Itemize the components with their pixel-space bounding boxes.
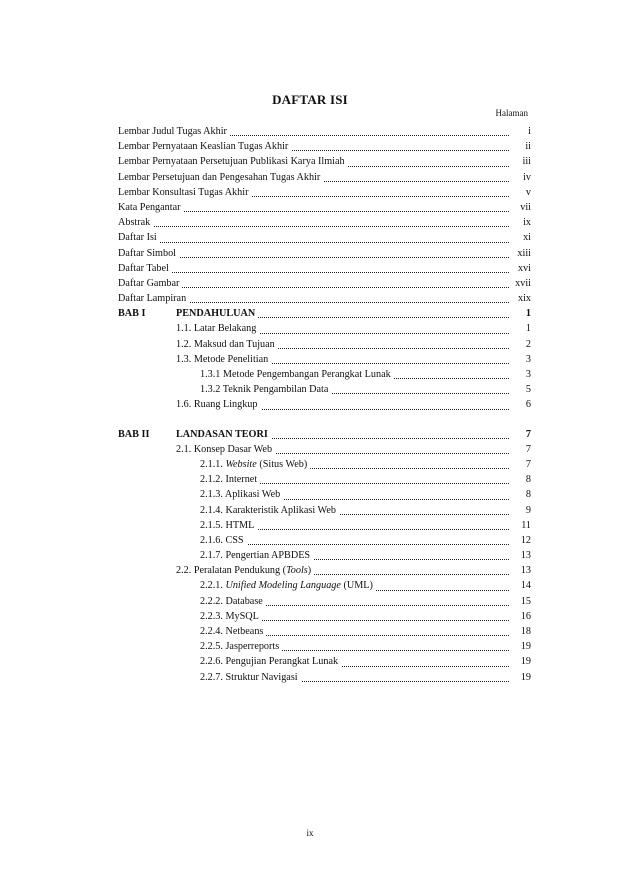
toc-entry bbox=[118, 654, 531, 669]
toc-entry-page: i bbox=[509, 124, 531, 139]
toc-entry bbox=[118, 246, 531, 261]
toc-entry bbox=[118, 124, 531, 139]
toc-entry-label: 2.1.5. HTML bbox=[200, 518, 257, 533]
section-gap bbox=[118, 413, 531, 427]
toc-entry-page: 3 bbox=[509, 367, 531, 382]
toc-entry-label: 2.1.3. Aplikasi Web bbox=[200, 487, 283, 502]
toc-entry bbox=[118, 670, 531, 685]
toc-entry-label: Kata Pengantar bbox=[118, 200, 184, 215]
toc-entry-page: 7 bbox=[509, 457, 531, 472]
toc-entry-page: 8 bbox=[509, 472, 531, 487]
toc-entry-page: 13 bbox=[509, 563, 531, 578]
toc-entry-page: 8 bbox=[509, 487, 531, 502]
toc-entry-page: xvii bbox=[509, 276, 531, 291]
toc-entry-label: 1.3.1 Metode Pengembangan Perangkat Lunak bbox=[200, 367, 394, 382]
toc-entry-label: 2.1.2. Internet bbox=[200, 472, 260, 487]
toc-entry bbox=[118, 230, 531, 245]
table-of-contents bbox=[118, 124, 531, 685]
label-italic: Website bbox=[225, 458, 257, 470]
toc-entry-label: Daftar Lampiran bbox=[118, 291, 189, 306]
toc-entry-page: 19 bbox=[509, 670, 531, 685]
label-prefix: 2.2. Peralatan Pendukung ( bbox=[176, 565, 287, 577]
toc-entry bbox=[118, 306, 531, 321]
toc-entry-page: vii bbox=[509, 200, 531, 215]
label-italic: Tools bbox=[286, 565, 308, 577]
label-suffix: (UML) bbox=[340, 580, 373, 592]
toc-entry-label: Lembar Konsultasi Tugas Akhir bbox=[118, 185, 251, 200]
label-suffix: ) bbox=[307, 565, 312, 577]
toc-entry-label bbox=[200, 457, 310, 472]
toc-entry-label bbox=[176, 563, 314, 578]
toc-entry-label bbox=[200, 578, 376, 593]
toc-entry-page: xvi bbox=[509, 261, 531, 276]
toc-entry-label: Lembar Pernyataan Keaslian Tugas Akhir bbox=[118, 139, 291, 154]
toc-entry-label: Daftar Gambar bbox=[118, 276, 182, 291]
toc-entry bbox=[118, 472, 531, 487]
toc-entry bbox=[118, 367, 531, 382]
toc-entry bbox=[118, 457, 531, 472]
toc-entry bbox=[118, 548, 531, 563]
toc-entry-page: 5 bbox=[509, 382, 531, 397]
label-suffix: (Situs Web) bbox=[256, 458, 308, 470]
toc-entry-label: 2.1.6. CSS bbox=[200, 533, 247, 548]
toc-entry-page: xix bbox=[509, 291, 531, 306]
toc-entry-label: Lembar Persetujuan dan Pengesahan Tugas Akhir bbox=[118, 170, 323, 185]
toc-entry bbox=[118, 200, 531, 215]
toc-entry-label: Lembar Pernyataan Persetujuan Publikasi Karya Ilmiah bbox=[118, 154, 348, 169]
toc-entry-label: Daftar Tabel bbox=[118, 261, 172, 276]
toc-entry-label: 1.2. Maksud dan Tujuan bbox=[176, 337, 278, 352]
toc-entry bbox=[118, 503, 531, 518]
toc-entry-page: 19 bbox=[509, 654, 531, 669]
toc-entry-page: 1 bbox=[509, 321, 531, 336]
toc-entry bbox=[118, 215, 531, 230]
toc-entry-page: 11 bbox=[509, 518, 531, 533]
toc-entry-page: xi bbox=[509, 230, 531, 245]
toc-entry-page: ix bbox=[509, 215, 531, 230]
toc-entry-label: 2.2.6. Pengujian Perangkat Lunak bbox=[200, 654, 341, 669]
dot-leader bbox=[118, 226, 509, 227]
toc-entry-label: Daftar Simbol bbox=[118, 246, 179, 261]
toc-entry-page: 13 bbox=[509, 548, 531, 563]
toc-entry-label: 2.1.4. Karakteristik Aplikasi Web bbox=[200, 503, 339, 518]
toc-entry-label: Abstrak bbox=[118, 215, 153, 230]
toc-entry bbox=[118, 609, 531, 624]
toc-entry-page: 18 bbox=[509, 624, 531, 639]
toc-entry bbox=[118, 382, 531, 397]
toc-entry-page: 19 bbox=[509, 639, 531, 654]
toc-entry-page: iv bbox=[509, 170, 531, 185]
toc-entry bbox=[118, 594, 531, 609]
toc-entry-page: xiii bbox=[509, 246, 531, 261]
footer-page-number: ix bbox=[306, 828, 314, 838]
toc-entry-page: 3 bbox=[509, 352, 531, 367]
toc-entry-label: 2.2.2. Database bbox=[200, 594, 266, 609]
toc-entry bbox=[118, 624, 531, 639]
toc-entry-label: Daftar Isi bbox=[118, 230, 160, 245]
chapter-number: BAB II bbox=[118, 427, 149, 442]
toc-entry bbox=[118, 639, 531, 654]
toc-entry-label: 2.2.5. Jasperreports bbox=[200, 639, 282, 654]
toc-entry-label: PENDAHULUAN bbox=[176, 306, 258, 321]
toc-entry-label: 1.6. Ruang Lingkup bbox=[176, 397, 261, 412]
toc-entry-page: iii bbox=[509, 154, 531, 169]
toc-entry-label: 2.2.3. MySQL bbox=[200, 609, 262, 624]
toc-entry-page: 16 bbox=[509, 609, 531, 624]
page-title: DAFTAR ISI bbox=[272, 92, 348, 107]
toc-entry-page: 12 bbox=[509, 533, 531, 548]
toc-entry bbox=[118, 291, 531, 306]
toc-entry bbox=[118, 578, 531, 593]
toc-entry bbox=[118, 352, 531, 367]
toc-entry bbox=[118, 139, 531, 154]
toc-entry-label: 1.3.2 Teknik Pengambilan Data bbox=[200, 382, 331, 397]
toc-entry-page: 6 bbox=[509, 397, 531, 412]
toc-entry bbox=[118, 427, 531, 442]
toc-entry bbox=[118, 321, 531, 336]
toc-entry bbox=[118, 337, 531, 352]
toc-entry-label: LANDASAN TEORI bbox=[176, 427, 271, 442]
toc-entry bbox=[118, 170, 531, 185]
toc-entry-label: 2.2.7. Struktur Navigasi bbox=[200, 670, 301, 685]
toc-entry bbox=[118, 154, 531, 169]
toc-entry-label: 1.3. Metode Penelitian bbox=[176, 352, 271, 367]
toc-entry-page: 1 bbox=[509, 306, 531, 321]
label-prefix: 2.2.1. bbox=[200, 580, 226, 592]
toc-entry bbox=[118, 261, 531, 276]
toc-entry-page: 14 bbox=[509, 578, 531, 593]
toc-entry bbox=[118, 563, 531, 578]
toc-entry bbox=[118, 185, 531, 200]
toc-entry-label: 2.2.4. Netbeans bbox=[200, 624, 266, 639]
toc-entry bbox=[118, 518, 531, 533]
toc-entry-page: ii bbox=[509, 139, 531, 154]
toc-entry-page: 7 bbox=[509, 442, 531, 457]
chapter-number: BAB I bbox=[118, 306, 145, 321]
toc-entry-page: 9 bbox=[509, 503, 531, 518]
toc-entry-page: 15 bbox=[509, 594, 531, 609]
toc-entry bbox=[118, 442, 531, 457]
dot-leader bbox=[118, 242, 509, 243]
dot-leader bbox=[118, 272, 509, 273]
toc-entry-page: v bbox=[509, 185, 531, 200]
label-italic: Unified Modeling Language bbox=[225, 580, 341, 592]
toc-entry-label: Lembar Judul Tugas Akhir bbox=[118, 124, 230, 139]
toc-entry bbox=[118, 276, 531, 291]
toc-entry bbox=[118, 533, 531, 548]
toc-entry-label: 1.1. Latar Belakang bbox=[176, 321, 259, 336]
toc-entry bbox=[118, 487, 531, 502]
toc-entry-label: 2.1. Konsep Dasar Web bbox=[176, 442, 275, 457]
toc-entry-label: 2.1.7. Pengertian APBDES bbox=[200, 548, 313, 563]
halaman-label: Halaman bbox=[495, 108, 528, 118]
toc-entry-page: 7 bbox=[509, 427, 531, 442]
toc-entry bbox=[118, 397, 531, 412]
label-prefix: 2.1.1. bbox=[200, 458, 226, 470]
toc-entry-page: 2 bbox=[509, 337, 531, 352]
